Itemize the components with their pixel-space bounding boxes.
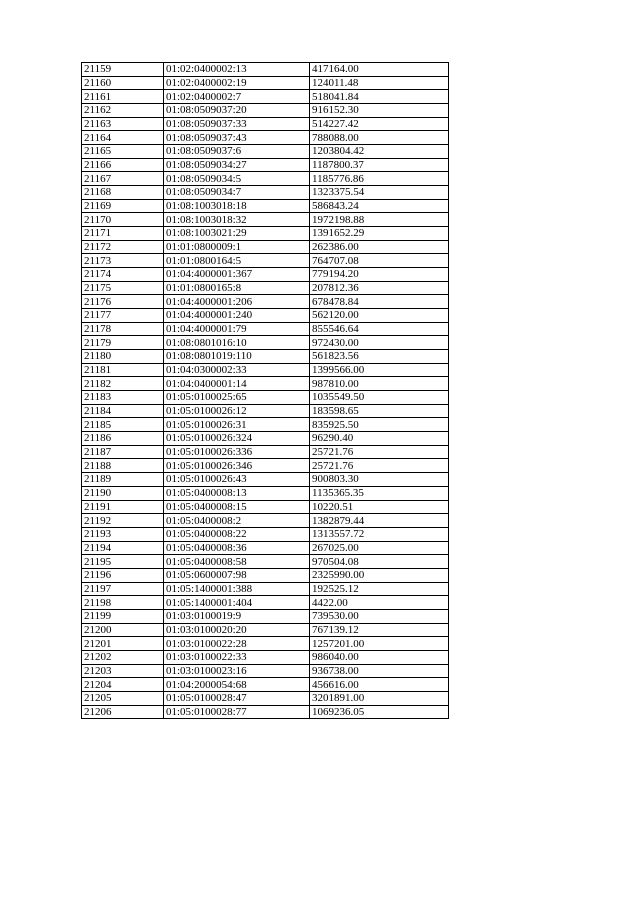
- table-row: [82, 363, 449, 377]
- row-number-cell: 21200: [82, 623, 164, 637]
- cadastral-number-cell: 01:04:4000001:206: [164, 295, 310, 309]
- row-number-cell: 21177: [82, 309, 164, 323]
- row-number-cell: 21188: [82, 459, 164, 473]
- row-number-cell: 21198: [82, 596, 164, 610]
- cadastral-number-cell: 01:04:4000001:240: [164, 309, 310, 323]
- table-row: [82, 377, 449, 391]
- table-row: [82, 432, 449, 446]
- row-number-cell: 21190: [82, 486, 164, 500]
- table-row: [82, 541, 449, 555]
- row-number-cell: 21201: [82, 637, 164, 651]
- value-cell: 207812.36: [310, 281, 449, 295]
- row-number-cell: 21203: [82, 664, 164, 678]
- value-cell: 2325990.00: [310, 568, 449, 582]
- row-number-cell: 21206: [82, 705, 164, 719]
- cadastral-number-cell: 01:05:0400008:58: [164, 555, 310, 569]
- cadastral-number-cell: 01:05:0100028:77: [164, 705, 310, 719]
- row-number-cell: 21164: [82, 131, 164, 145]
- table-row: [82, 527, 449, 541]
- value-cell: 96290.40: [310, 432, 449, 446]
- value-cell: 561823.56: [310, 350, 449, 364]
- value-cell: 986040.00: [310, 650, 449, 664]
- value-cell: 562120.00: [310, 309, 449, 323]
- value-cell: 1069236.05: [310, 705, 449, 719]
- row-number-cell: 21202: [82, 650, 164, 664]
- table-row: [82, 650, 449, 664]
- table-row: [82, 568, 449, 582]
- value-cell: 192525.12: [310, 582, 449, 596]
- row-number-cell: 21182: [82, 377, 164, 391]
- cadastral-number-cell: 01:01:0800165:8: [164, 281, 310, 295]
- row-number-cell: 21171: [82, 227, 164, 241]
- table-row: [82, 555, 449, 569]
- cadastral-number-cell: 01:04:0300002:33: [164, 363, 310, 377]
- table-row: [82, 514, 449, 528]
- cadastral-number-cell: 01:05:0400008:13: [164, 486, 310, 500]
- table-row: [82, 350, 449, 364]
- row-number-cell: 21181: [82, 363, 164, 377]
- cadastral-number-cell: 01:03:0100022:33: [164, 650, 310, 664]
- table-row: [82, 76, 449, 90]
- table-row: [82, 104, 449, 118]
- table-row: [82, 213, 449, 227]
- row-number-cell: 21187: [82, 445, 164, 459]
- value-cell: 1185776.86: [310, 172, 449, 186]
- value-cell: 417164.00: [310, 63, 449, 77]
- table-row: [82, 582, 449, 596]
- table-row: [82, 596, 449, 610]
- cadastral-number-cell: 01:02:0400002:7: [164, 90, 310, 104]
- table-row: [82, 473, 449, 487]
- value-cell: 586843.24: [310, 199, 449, 213]
- cadastral-number-cell: 01:05:0400008:15: [164, 500, 310, 514]
- value-cell: 987810.00: [310, 377, 449, 391]
- row-number-cell: 21162: [82, 104, 164, 118]
- table-row: [82, 705, 449, 719]
- value-cell: 916152.30: [310, 104, 449, 118]
- cadastral-number-cell: 01:05:0400008:2: [164, 514, 310, 528]
- table-row: [82, 295, 449, 309]
- table-row: [82, 199, 449, 213]
- cadastral-number-cell: 01:04:0400001:14: [164, 377, 310, 391]
- cadastral-number-cell: 01:03:0100020:20: [164, 623, 310, 637]
- table-row: [82, 500, 449, 514]
- row-number-cell: 21166: [82, 158, 164, 172]
- value-cell: 678478.84: [310, 295, 449, 309]
- value-cell: 1035549.50: [310, 391, 449, 405]
- table-row: [82, 63, 449, 77]
- cadastral-number-cell: 01:08:0509037:20: [164, 104, 310, 118]
- value-cell: 970504.08: [310, 555, 449, 569]
- value-cell: 1313557.72: [310, 527, 449, 541]
- value-cell: 3201891.00: [310, 691, 449, 705]
- value-cell: 1135365.35: [310, 486, 449, 500]
- row-number-cell: 21204: [82, 678, 164, 692]
- value-cell: 124011.48: [310, 76, 449, 90]
- row-number-cell: 21180: [82, 350, 164, 364]
- table-row: [82, 281, 449, 295]
- value-cell: 514227.42: [310, 117, 449, 131]
- cadastral-number-cell: 01:08:0509037:43: [164, 131, 310, 145]
- value-cell: 855546.64: [310, 322, 449, 336]
- row-number-cell: 21168: [82, 186, 164, 200]
- row-number-cell: 21161: [82, 90, 164, 104]
- cadastral-number-cell: 01:05:0100025:65: [164, 391, 310, 405]
- cadastral-number-cell: 01:03:0100022:28: [164, 637, 310, 651]
- table-row: [82, 186, 449, 200]
- data-table: [81, 62, 449, 719]
- row-number-cell: 21163: [82, 117, 164, 131]
- table-row: [82, 336, 449, 350]
- value-cell: 1391652.29: [310, 227, 449, 241]
- cadastral-number-cell: 01:05:0100026:43: [164, 473, 310, 487]
- row-number-cell: 21179: [82, 336, 164, 350]
- table-row: [82, 678, 449, 692]
- table-row: [82, 158, 449, 172]
- value-cell: 267025.00: [310, 541, 449, 555]
- table-row: [82, 664, 449, 678]
- table-row: [82, 145, 449, 159]
- value-cell: 10220.51: [310, 500, 449, 514]
- cadastral-number-cell: 01:05:0100028:47: [164, 691, 310, 705]
- row-number-cell: 21176: [82, 295, 164, 309]
- table-row: [82, 322, 449, 336]
- row-number-cell: 21167: [82, 172, 164, 186]
- row-number-cell: 21183: [82, 391, 164, 405]
- cadastral-number-cell: 01:05:0600007:98: [164, 568, 310, 582]
- row-number-cell: 21178: [82, 322, 164, 336]
- cadastral-number-cell: 01:05:1400001:404: [164, 596, 310, 610]
- table-row: [82, 240, 449, 254]
- cadastral-number-cell: 01:08:1003018:32: [164, 213, 310, 227]
- value-cell: 1187800.37: [310, 158, 449, 172]
- table-row: [82, 404, 449, 418]
- value-cell: 767139.12: [310, 623, 449, 637]
- cadastral-number-cell: 01:03:0100019:9: [164, 609, 310, 623]
- table-row: [82, 623, 449, 637]
- cadastral-number-cell: 01:08:0801019:110: [164, 350, 310, 364]
- row-number-cell: 21196: [82, 568, 164, 582]
- value-cell: 1257201.00: [310, 637, 449, 651]
- value-cell: 1323375.54: [310, 186, 449, 200]
- row-number-cell: 21170: [82, 213, 164, 227]
- value-cell: 4422.00: [310, 596, 449, 610]
- table-row: [82, 131, 449, 145]
- table-row: [82, 418, 449, 432]
- value-cell: 183598.65: [310, 404, 449, 418]
- value-cell: 456616.00: [310, 678, 449, 692]
- cadastral-number-cell: 01:05:0400008:36: [164, 541, 310, 555]
- value-cell: 25721.76: [310, 445, 449, 459]
- table-row: [82, 609, 449, 623]
- value-cell: 835925.50: [310, 418, 449, 432]
- cadastral-number-cell: 01:04:4000001:367: [164, 268, 310, 282]
- value-cell: 739530.00: [310, 609, 449, 623]
- row-number-cell: 21194: [82, 541, 164, 555]
- row-number-cell: 21193: [82, 527, 164, 541]
- cadastral-number-cell: 01:04:2000054:68: [164, 678, 310, 692]
- row-number-cell: 21195: [82, 555, 164, 569]
- row-number-cell: 21172: [82, 240, 164, 254]
- value-cell: 1399566.00: [310, 363, 449, 377]
- row-number-cell: 21174: [82, 268, 164, 282]
- table-body: [82, 63, 449, 719]
- row-number-cell: 21205: [82, 691, 164, 705]
- cadastral-number-cell: 01:04:4000001:79: [164, 322, 310, 336]
- row-number-cell: 21186: [82, 432, 164, 446]
- cadastral-number-cell: 01:08:1003021:29: [164, 227, 310, 241]
- table-row: [82, 172, 449, 186]
- cadastral-number-cell: 01:05:1400001:388: [164, 582, 310, 596]
- row-number-cell: 21173: [82, 254, 164, 268]
- row-number-cell: 21159: [82, 63, 164, 77]
- value-cell: 1382879.44: [310, 514, 449, 528]
- table-row: [82, 254, 449, 268]
- row-number-cell: 21175: [82, 281, 164, 295]
- cadastral-number-cell: 01:05:0400008:22: [164, 527, 310, 541]
- table-row: [82, 459, 449, 473]
- value-cell: 262386.00: [310, 240, 449, 254]
- table-row: [82, 309, 449, 323]
- table-row: [82, 90, 449, 104]
- cadastral-number-cell: 01:08:0509034:7: [164, 186, 310, 200]
- value-cell: 25721.76: [310, 459, 449, 473]
- table-row: [82, 117, 449, 131]
- cadastral-number-cell: 01:01:0800164:5: [164, 254, 310, 268]
- table-row: [82, 227, 449, 241]
- cadastral-number-cell: 01:08:0509037:6: [164, 145, 310, 159]
- table-row: [82, 486, 449, 500]
- row-number-cell: 21189: [82, 473, 164, 487]
- table-row: [82, 637, 449, 651]
- row-number-cell: 21192: [82, 514, 164, 528]
- row-number-cell: 21199: [82, 609, 164, 623]
- value-cell: 779194.20: [310, 268, 449, 282]
- cadastral-number-cell: 01:05:0100026:31: [164, 418, 310, 432]
- cadastral-number-cell: 01:05:0100026:346: [164, 459, 310, 473]
- cadastral-number-cell: 01:02:0400002:19: [164, 76, 310, 90]
- row-number-cell: 21169: [82, 199, 164, 213]
- value-cell: 972430.00: [310, 336, 449, 350]
- row-number-cell: 21185: [82, 418, 164, 432]
- value-cell: 900803.30: [310, 473, 449, 487]
- row-number-cell: 21160: [82, 76, 164, 90]
- value-cell: 788088.00: [310, 131, 449, 145]
- value-cell: 936738.00: [310, 664, 449, 678]
- cadastral-number-cell: 01:08:0509037:33: [164, 117, 310, 131]
- value-cell: 1972198.88: [310, 213, 449, 227]
- cadastral-number-cell: 01:05:0100026:324: [164, 432, 310, 446]
- cadastral-number-cell: 01:02:0400002:13: [164, 63, 310, 77]
- table-row: [82, 268, 449, 282]
- cadastral-number-cell: 01:08:1003018:18: [164, 199, 310, 213]
- row-number-cell: 21165: [82, 145, 164, 159]
- table-row: [82, 391, 449, 405]
- cadastral-number-cell: 01:05:0100026:12: [164, 404, 310, 418]
- cadastral-number-cell: 01:03:0100023:16: [164, 664, 310, 678]
- row-number-cell: 21184: [82, 404, 164, 418]
- row-number-cell: 21191: [82, 500, 164, 514]
- cadastral-number-cell: 01:08:0801016:10: [164, 336, 310, 350]
- table-row: [82, 445, 449, 459]
- row-number-cell: 21197: [82, 582, 164, 596]
- value-cell: 764707.08: [310, 254, 449, 268]
- value-cell: 1203804.42: [310, 145, 449, 159]
- cadastral-number-cell: 01:05:0100026:336: [164, 445, 310, 459]
- value-cell: 518041.84: [310, 90, 449, 104]
- table-row: [82, 691, 449, 705]
- cadastral-number-cell: 01:08:0509034:5: [164, 172, 310, 186]
- cadastral-number-cell: 01:08:0509034:27: [164, 158, 310, 172]
- cadastral-number-cell: 01:01:0800009:1: [164, 240, 310, 254]
